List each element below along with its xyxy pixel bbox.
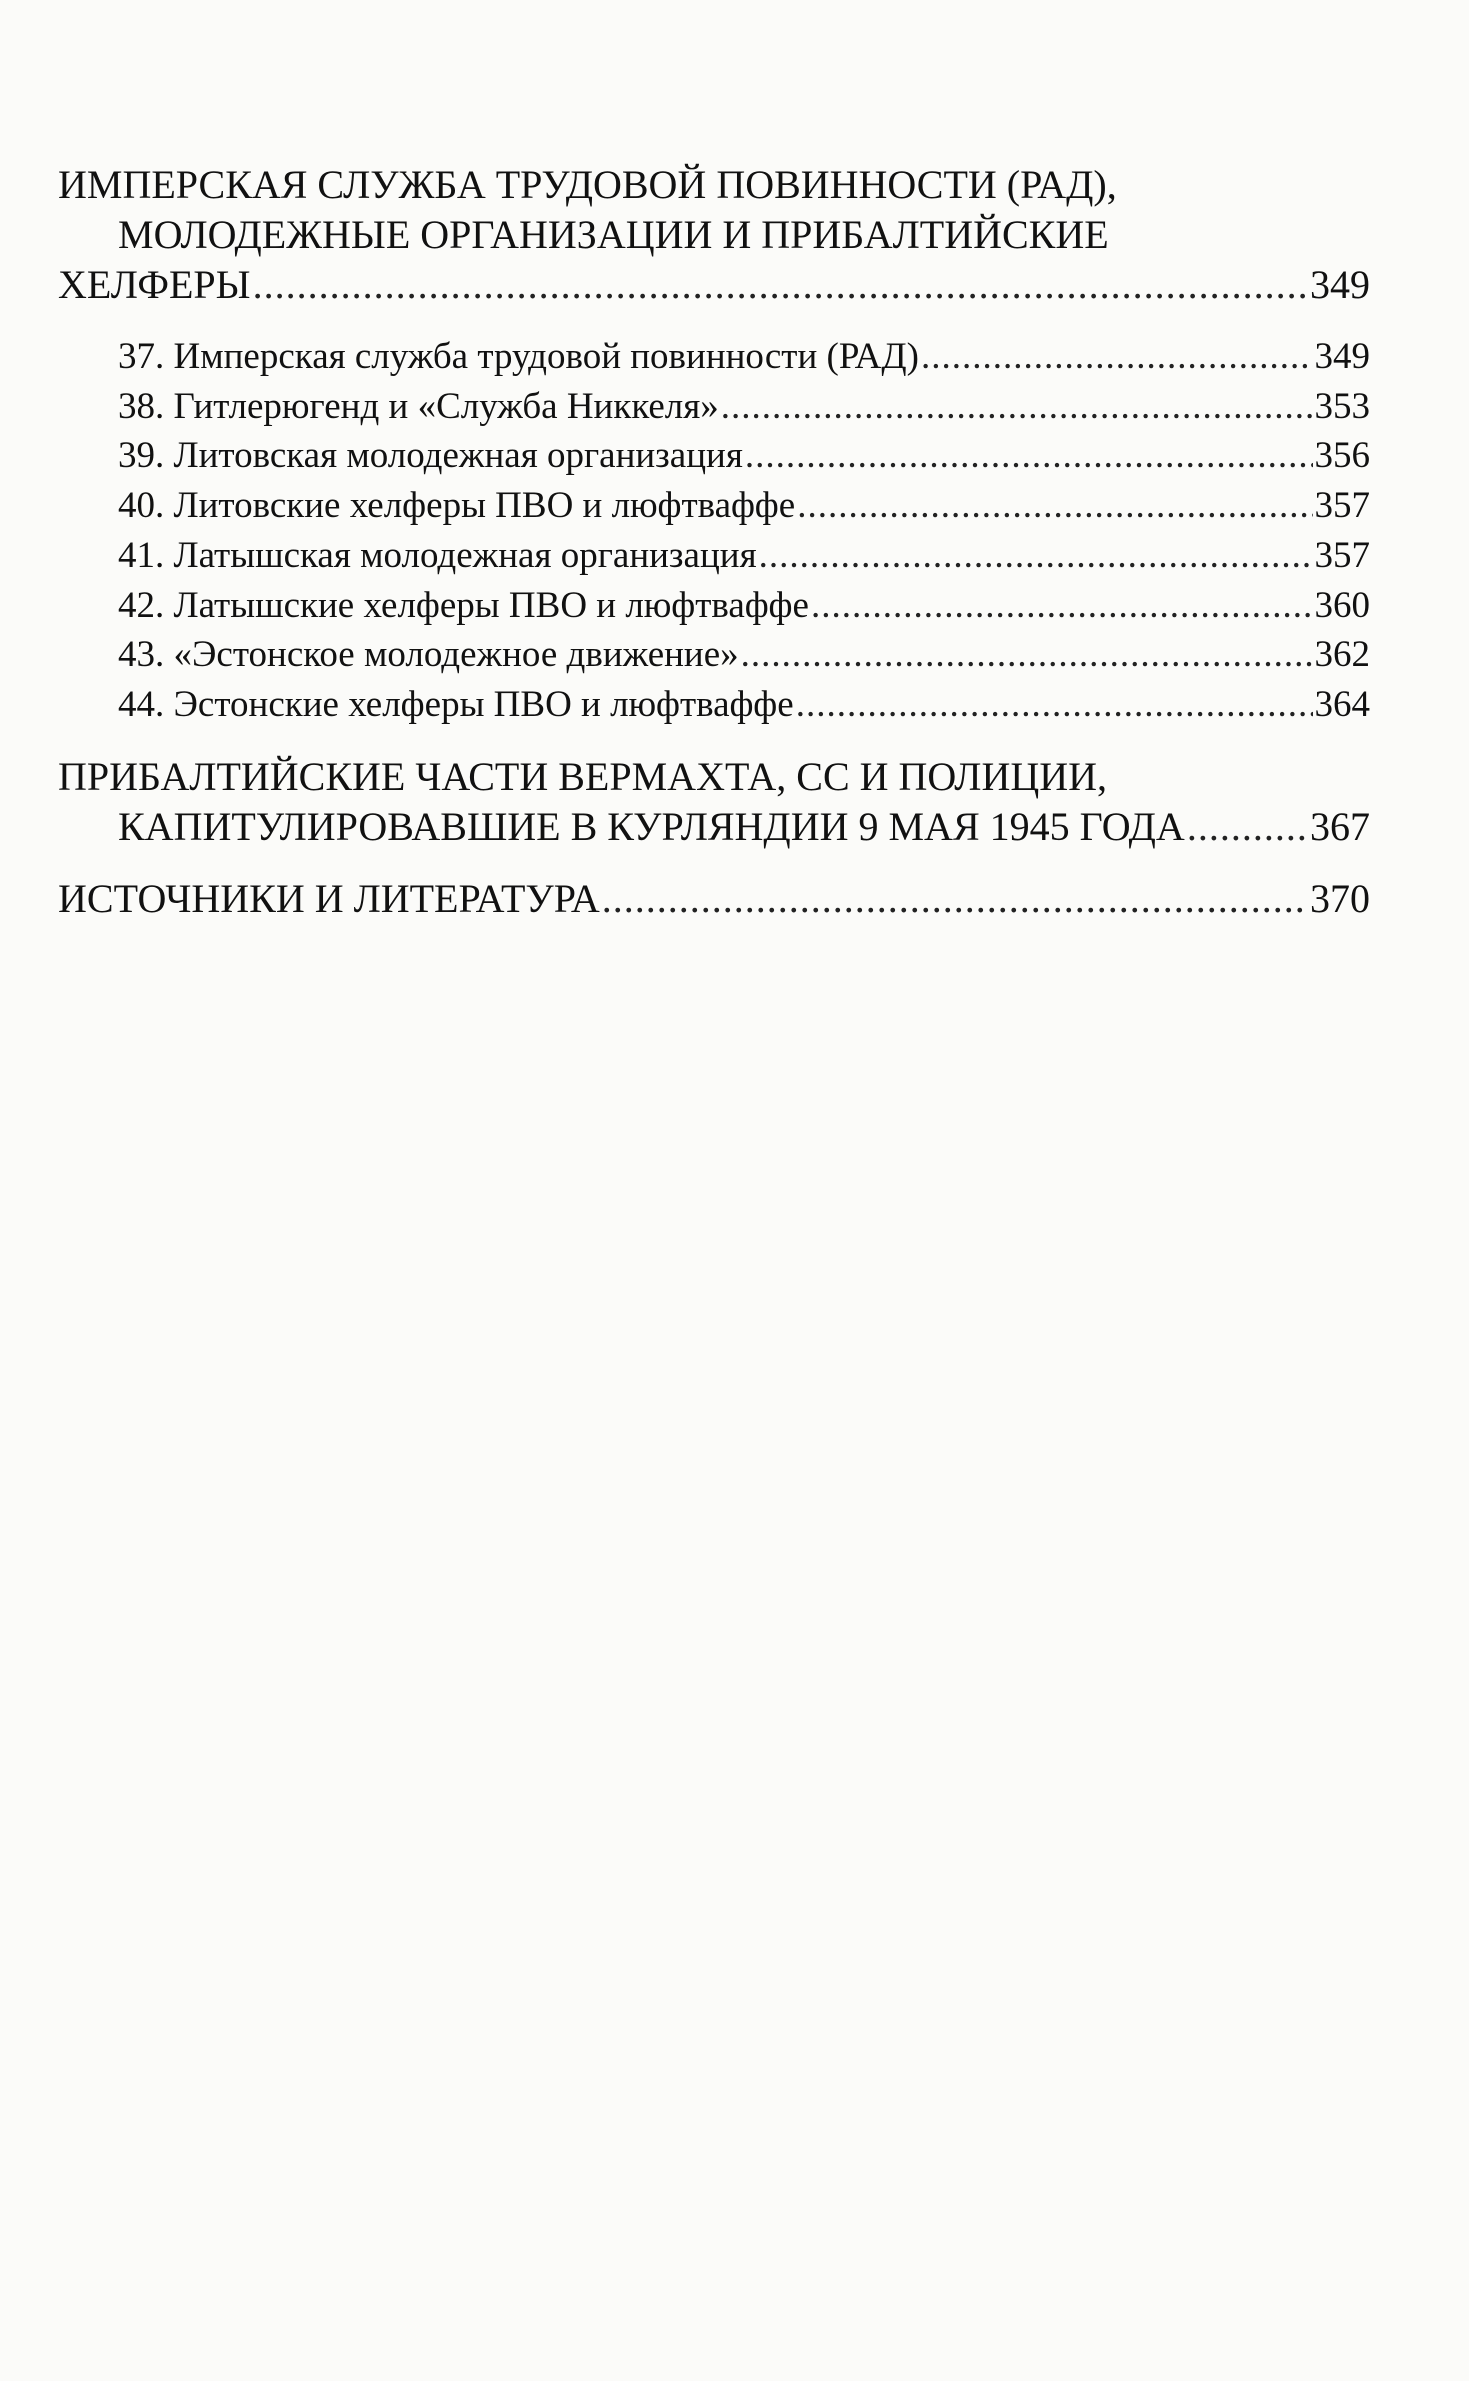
page-number: 349 — [1310, 262, 1370, 307]
toc-item[interactable] — [58, 630, 1370, 680]
page-number: 360 — [1314, 584, 1370, 626]
dot-leader — [602, 874, 1308, 924]
dot-leader — [796, 680, 1313, 730]
toc-item[interactable] — [58, 382, 1370, 432]
page-number: 357 — [1314, 534, 1370, 576]
toc-section-courland[interactable] — [58, 752, 1370, 852]
dot-leader — [741, 630, 1313, 680]
toc-item-title: 42. Латышские хелферы ПВО и люфтваффе — [118, 584, 809, 626]
dot-leader — [1187, 802, 1308, 852]
dot-leader — [759, 531, 1313, 581]
toc-item-title: 43. «Эстонское молодежное движение» — [118, 634, 739, 676]
dot-leader — [745, 431, 1313, 481]
dot-leader — [721, 382, 1313, 432]
toc-item-title: 38. Гитлерюгенд и «Служба Никкеля» — [118, 385, 719, 427]
toc-item-title: 37. Имперская служба трудовой повинности (РАД) — [118, 336, 919, 377]
toc-item[interactable] — [58, 431, 1370, 481]
page-number: 367 — [1310, 803, 1370, 849]
toc-item[interactable] — [58, 531, 1370, 581]
page-number: 353 — [1314, 385, 1370, 427]
section-title-line: КАПИТУЛИРОВАВШИЕ В КУРЛЯНДИИ 9 МАЯ 1945 ГОДА — [118, 803, 1185, 849]
toc-item[interactable] — [58, 481, 1370, 531]
page-number: 356 — [1314, 435, 1370, 477]
toc-item[interactable] — [58, 332, 1370, 382]
dot-leader — [921, 332, 1313, 382]
dot-leader — [797, 481, 1312, 531]
section-title-line: ИМПЕРСКАЯ СЛУЖБА ТРУДОВОЙ ПОВИННОСТИ (РАД), — [58, 162, 1117, 207]
page-number: 357 — [1314, 485, 1370, 527]
page-number: 349 — [1314, 336, 1370, 377]
toc-item[interactable] — [58, 581, 1370, 631]
toc-item-title: 44. Эстонские хелферы ПВО и люфтваффе — [118, 683, 794, 725]
toc-item[interactable] — [58, 680, 1370, 730]
page-number: 362 — [1314, 634, 1370, 676]
toc-section-sources[interactable] — [58, 874, 1370, 924]
toc-item-title: 41. Латышская молодежная организация — [118, 534, 757, 576]
section-title-line: ХЕЛФЕРЫ — [58, 262, 251, 307]
toc-items — [58, 332, 1370, 730]
toc-item-title: 40. Литовские хелферы ПВО и люфтваффе — [118, 485, 796, 527]
dot-leader — [811, 581, 1313, 631]
section-title-line: ИСТОЧНИКИ И ЛИТЕРАТУРА — [58, 875, 600, 921]
dot-leader — [253, 260, 1308, 310]
section-title-line: МОЛОДЕЖНЫЕ ОРГАНИЗАЦИИ И ПРИБАЛТИЙСКИЕ — [118, 212, 1109, 257]
toc-section-rad[interactable] — [58, 160, 1370, 310]
page-number: 370 — [1310, 875, 1370, 921]
toc-item-title: 39. Литовская молодежная организация — [118, 435, 743, 477]
table-of-contents — [58, 160, 1370, 946]
section-title-line: ПРИБАЛТИЙСКИЕ ЧАСТИ ВЕРМАХТА, СС И ПОЛИЦИИ, — [58, 753, 1107, 799]
page-number: 364 — [1314, 683, 1370, 725]
